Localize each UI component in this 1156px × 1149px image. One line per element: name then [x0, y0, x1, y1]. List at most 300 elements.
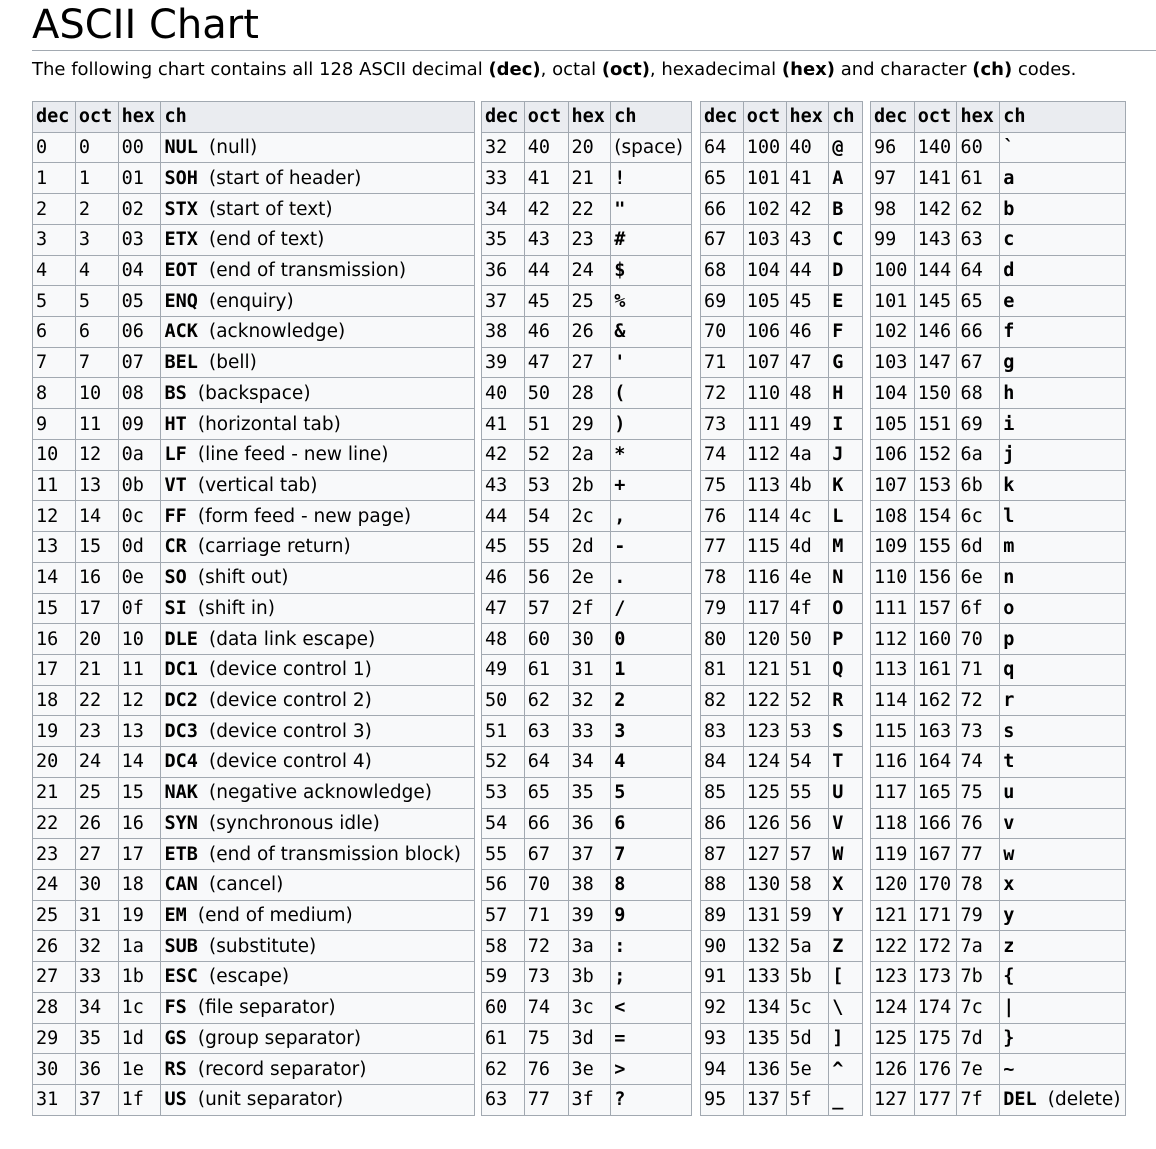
dec-cell: 56 [482, 869, 525, 900]
oct-cell: 0 [75, 132, 118, 163]
dec-cell: 0 [33, 132, 76, 163]
table-row [482, 409, 692, 440]
dec-cell: 68 [701, 255, 744, 286]
dec-cell: 30 [33, 1054, 76, 1085]
hex-cell: 6e [957, 562, 1000, 593]
table-row [871, 1054, 1126, 1085]
oct-cell: 124 [743, 747, 786, 778]
dec-cell: 112 [871, 624, 915, 655]
dec-cell: 33 [482, 163, 525, 194]
char-description: (horizontal tab) [197, 413, 341, 435]
dec-cell: 59 [482, 962, 525, 993]
hex-cell: 6a [957, 439, 1000, 470]
oct-cell: 47 [524, 347, 568, 378]
oct-cell: 160 [914, 624, 957, 655]
oct-cell: 167 [914, 839, 957, 870]
ch-cell [611, 747, 692, 778]
dec-cell: 121 [871, 900, 915, 931]
ch-cell [1000, 317, 1126, 348]
char-code: U [832, 782, 844, 804]
ch-cell [161, 992, 475, 1023]
char-code: m [1003, 536, 1015, 558]
hex-cell: 5b [786, 962, 829, 993]
char-code: q [1003, 659, 1015, 681]
hex-cell: 73 [957, 716, 1000, 747]
oct-cell: 57 [524, 593, 568, 624]
oct-cell: 165 [914, 777, 957, 808]
dec-cell: 102 [871, 317, 915, 348]
dec-cell: 126 [871, 1054, 915, 1085]
oct-cell: 173 [914, 962, 957, 993]
table-row [482, 992, 692, 1023]
ch-cell [611, 992, 692, 1023]
char-code: W [832, 843, 844, 865]
table-row [33, 255, 475, 286]
ch-cell [829, 255, 863, 286]
char-code: US [164, 1089, 187, 1111]
hex-cell: 2d [568, 532, 611, 563]
oct-cell: 77 [524, 1085, 568, 1116]
table-row [33, 747, 475, 778]
ch-cell [1000, 532, 1126, 563]
dec-cell: 61 [482, 1023, 525, 1054]
table-row [33, 1054, 475, 1085]
dec-cell: 5 [33, 286, 76, 317]
ch-cell [829, 808, 863, 839]
oct-cell: 106 [743, 317, 786, 348]
table-row [701, 501, 863, 532]
table-row [33, 224, 475, 255]
hex-cell: 79 [957, 900, 1000, 931]
table-row [33, 716, 475, 747]
hex-cell: 4b [786, 470, 829, 501]
char-code: } [1003, 1027, 1015, 1049]
hex-cell: 12 [118, 685, 161, 716]
dec-cell: 74 [701, 439, 744, 470]
hex-cell: 7c [957, 992, 1000, 1023]
ch-cell [611, 194, 692, 225]
table-row [871, 562, 1126, 593]
hex-cell: 42 [786, 194, 829, 225]
ch-cell [1000, 962, 1126, 993]
table-row [33, 194, 475, 225]
char-code: r [1003, 690, 1015, 712]
dec-cell: 43 [482, 470, 525, 501]
char-code: f [1003, 321, 1015, 343]
hex-cell: 43 [786, 224, 829, 255]
oct-cell: 23 [75, 716, 118, 747]
dec-cell: 88 [701, 869, 744, 900]
ch-cell [829, 839, 863, 870]
ch-cell [161, 931, 475, 962]
hex-cell: 3c [568, 992, 611, 1023]
char-description: (form feed - new page) [197, 505, 412, 527]
dec-cell: 29 [33, 1023, 76, 1054]
ch-cell [611, 654, 692, 685]
table-row [482, 286, 692, 317]
oct-cell: 70 [524, 869, 568, 900]
dec-cell: 12 [33, 501, 76, 532]
hex-cell: 39 [568, 900, 611, 931]
ch-cell [611, 347, 692, 378]
oct-cell: 30 [75, 869, 118, 900]
hex-cell: 48 [786, 378, 829, 409]
hex-cell: 44 [786, 255, 829, 286]
table-row [33, 1085, 475, 1116]
intro-text-1: The following chart contains all 128 ASCII decimal [32, 59, 489, 80]
char-code: EM [164, 905, 187, 927]
oct-cell: 105 [743, 286, 786, 317]
hex-cell: 2b [568, 470, 611, 501]
hex-cell: 23 [568, 224, 611, 255]
ch-cell [611, 1085, 692, 1116]
dec-cell: 38 [482, 317, 525, 348]
hex-cell: 1c [118, 992, 161, 1023]
dec-cell: 10 [33, 439, 76, 470]
hex-cell: 63 [957, 224, 1000, 255]
hex-cell: 7f [957, 1085, 1000, 1116]
ch-cell [829, 1023, 863, 1054]
char-code: % [614, 290, 626, 312]
dec-cell: 54 [482, 808, 525, 839]
char-code: t [1003, 751, 1015, 773]
char-description: (synchronous idle) [209, 812, 380, 834]
char-code: GS [164, 1027, 187, 1049]
dec-cell: 24 [33, 869, 76, 900]
table-row [482, 685, 692, 716]
char-description: (device control 1) [209, 659, 372, 681]
table-row [33, 286, 475, 317]
char-code: Y [832, 905, 844, 927]
oct-cell: 61 [524, 654, 568, 685]
dec-cell: 35 [482, 224, 525, 255]
page-title: ASCII Chart [32, 2, 259, 48]
ch-cell [1000, 869, 1126, 900]
ch-cell [161, 347, 475, 378]
oct-cell: 103 [743, 224, 786, 255]
dec-cell: 72 [701, 378, 744, 409]
oct-cell: 65 [524, 777, 568, 808]
char-code: S [832, 720, 844, 742]
char-code: 8 [614, 874, 626, 896]
table-row [33, 624, 475, 655]
oct-cell: 62 [524, 685, 568, 716]
dec-cell: 107 [871, 470, 915, 501]
hex-cell: 7d [957, 1023, 1000, 1054]
oct-cell: 53 [524, 470, 568, 501]
table-row [701, 685, 863, 716]
oct-cell: 67 [524, 839, 568, 870]
dec-cell: 70 [701, 317, 744, 348]
intro-text-5: codes. [1012, 59, 1077, 80]
hex-cell: 4f [786, 593, 829, 624]
header-dec: dec [701, 102, 744, 133]
ch-cell [611, 562, 692, 593]
oct-cell: 127 [743, 839, 786, 870]
ch-cell [611, 1023, 692, 1054]
hex-cell: 58 [786, 869, 829, 900]
table-row [871, 347, 1126, 378]
dec-cell: 94 [701, 1054, 744, 1085]
char-code: " [614, 198, 626, 220]
oct-cell: 176 [914, 1054, 957, 1085]
char-code: v [1003, 812, 1015, 834]
dec-cell: 110 [871, 562, 915, 593]
hex-cell: 08 [118, 378, 161, 409]
dec-cell: 37 [482, 286, 525, 317]
hex-cell: 1d [118, 1023, 161, 1054]
table-row [871, 255, 1126, 286]
ch-cell [829, 869, 863, 900]
char-description: (start of header) [209, 167, 362, 189]
dec-cell: 32 [482, 132, 525, 163]
hex-cell: 33 [568, 716, 611, 747]
char-description: (unit separator) [197, 1089, 344, 1111]
char-code: HT [164, 413, 187, 435]
header-oct: oct [75, 102, 118, 133]
ch-cell [161, 624, 475, 655]
intro-text-4: and character [835, 59, 973, 80]
ch-cell [611, 532, 692, 563]
char-code: L [832, 505, 844, 527]
dec-cell: 8 [33, 378, 76, 409]
char-description: (group separator) [197, 1027, 362, 1049]
dec-cell: 115 [871, 716, 915, 747]
dec-cell: 116 [871, 747, 915, 778]
hex-cell: 04 [118, 255, 161, 286]
dec-cell: 122 [871, 931, 915, 962]
dec-cell: 73 [701, 409, 744, 440]
char-description: (cancel) [209, 874, 284, 896]
dec-cell: 39 [482, 347, 525, 378]
char-code: ACK [164, 321, 198, 343]
hex-cell: 21 [568, 163, 611, 194]
oct-cell: 174 [914, 992, 957, 1023]
oct-cell: 17 [75, 593, 118, 624]
hex-cell: 1a [118, 931, 161, 962]
char-code: SI [164, 597, 187, 619]
table-row [33, 992, 475, 1023]
char-description: (end of transmission block) [209, 843, 462, 865]
ch-cell [161, 470, 475, 501]
table-row [701, 255, 863, 286]
table-row [701, 378, 863, 409]
char-code: NUL [164, 137, 198, 159]
hex-cell: 25 [568, 286, 611, 317]
table-row [701, 224, 863, 255]
header-hex: hex [957, 102, 1000, 133]
oct-cell: 140 [914, 132, 957, 163]
char-code: h [1003, 382, 1015, 404]
dec-cell: 83 [701, 716, 744, 747]
ch-cell [829, 132, 863, 163]
ch-cell [161, 132, 475, 163]
char-code: i [1003, 413, 1015, 435]
ascii-table-2 [481, 101, 692, 1116]
table-row [871, 501, 1126, 532]
char-description: (data link escape) [209, 628, 376, 650]
ch-cell [829, 747, 863, 778]
char-code: - [614, 536, 626, 558]
dec-cell: 96 [871, 132, 915, 163]
ch-cell [829, 900, 863, 931]
table-row [701, 593, 863, 624]
ch-cell [1000, 194, 1126, 225]
intro-oct: (oct) [601, 59, 650, 80]
hex-cell: 67 [957, 347, 1000, 378]
hex-cell: 0c [118, 501, 161, 532]
ch-cell [1000, 685, 1126, 716]
dec-cell: 117 [871, 777, 915, 808]
char-code: A [832, 167, 844, 189]
table-row [33, 562, 475, 593]
char-code: k [1003, 474, 1015, 496]
char-description: (end of medium) [197, 905, 353, 927]
oct-cell: 55 [524, 532, 568, 563]
char-code: ENQ [164, 290, 198, 312]
char-code: N [832, 567, 844, 589]
hex-cell: 18 [118, 869, 161, 900]
header-ch: ch [611, 102, 692, 133]
hex-cell: 50 [786, 624, 829, 655]
dec-cell: 34 [482, 194, 525, 225]
ch-cell [829, 685, 863, 716]
ch-cell [1000, 409, 1126, 440]
char-code: O [832, 597, 844, 619]
hex-cell: 60 [957, 132, 1000, 163]
header-dec: dec [871, 102, 915, 133]
oct-cell: 14 [75, 501, 118, 532]
dec-cell: 13 [33, 532, 76, 563]
ch-cell [161, 962, 475, 993]
dec-cell: 63 [482, 1085, 525, 1116]
table-row [33, 163, 475, 194]
ch-cell [1000, 839, 1126, 870]
char-code: ~ [1003, 1058, 1015, 1080]
char-code: ^ [832, 1058, 844, 1080]
ch-cell [829, 439, 863, 470]
hex-cell: 4c [786, 501, 829, 532]
table-row [871, 317, 1126, 348]
table-row [482, 224, 692, 255]
hex-cell: 5f [786, 1085, 829, 1116]
ch-cell [611, 378, 692, 409]
ch-cell [1000, 900, 1126, 931]
table-row [701, 716, 863, 747]
table-row [482, 716, 692, 747]
char-code: CAN [164, 874, 198, 896]
char-code: NAK [164, 782, 198, 804]
oct-cell: 135 [743, 1023, 786, 1054]
hex-cell: 6b [957, 470, 1000, 501]
ch-cell [161, 194, 475, 225]
char-code: l [1003, 505, 1015, 527]
oct-cell: 141 [914, 163, 957, 194]
table-row [482, 931, 692, 962]
oct-cell: 45 [524, 286, 568, 317]
table-row [482, 194, 692, 225]
hex-cell: 05 [118, 286, 161, 317]
char-code: STX [164, 198, 198, 220]
char-code: \ [832, 997, 844, 1019]
table-row [33, 777, 475, 808]
char-code: 3 [614, 720, 626, 742]
dec-cell: 16 [33, 624, 76, 655]
oct-cell: 152 [914, 439, 957, 470]
char-description: (end of text) [209, 229, 325, 251]
table-row [701, 470, 863, 501]
ch-cell [161, 716, 475, 747]
dec-cell: 19 [33, 716, 76, 747]
ch-cell [161, 593, 475, 624]
char-code: 9 [614, 905, 626, 927]
ch-cell [1000, 654, 1126, 685]
char-code: d [1003, 259, 1015, 281]
hex-cell: 28 [568, 378, 611, 409]
char-code: o [1003, 597, 1015, 619]
oct-cell: 117 [743, 593, 786, 624]
table-row [33, 931, 475, 962]
hex-cell: 51 [786, 654, 829, 685]
ch-cell [829, 654, 863, 685]
oct-cell: 24 [75, 747, 118, 778]
char-code: SOH [164, 167, 198, 189]
hex-cell: 0a [118, 439, 161, 470]
ch-cell [161, 777, 475, 808]
ch-cell [611, 224, 692, 255]
dec-cell: 123 [871, 962, 915, 993]
hex-cell: 68 [957, 378, 1000, 409]
ch-cell [829, 378, 863, 409]
oct-cell: 42 [524, 194, 568, 225]
ch-cell [829, 992, 863, 1023]
header-ch: ch [829, 102, 863, 133]
table-row [33, 409, 475, 440]
oct-cell: 166 [914, 808, 957, 839]
oct-cell: 75 [524, 1023, 568, 1054]
dec-cell: 50 [482, 685, 525, 716]
table-row [701, 194, 863, 225]
ch-cell [1000, 716, 1126, 747]
table-row [701, 163, 863, 194]
table-row [871, 747, 1126, 778]
hex-cell: 59 [786, 900, 829, 931]
char-code: , [614, 505, 626, 527]
dec-cell: 78 [701, 562, 744, 593]
oct-cell: 54 [524, 501, 568, 532]
char-code: w [1003, 843, 1015, 865]
oct-cell: 26 [75, 808, 118, 839]
char-code: < [614, 997, 626, 1019]
ch-cell [829, 624, 863, 655]
char-code: e [1003, 290, 1015, 312]
ch-cell [611, 869, 692, 900]
ch-cell [1000, 931, 1126, 962]
hex-cell: 37 [568, 839, 611, 870]
hex-cell: 27 [568, 347, 611, 378]
char-description: (carriage return) [197, 536, 351, 558]
oct-cell: 41 [524, 163, 568, 194]
ch-cell [829, 470, 863, 501]
hex-cell: 3b [568, 962, 611, 993]
oct-cell: 74 [524, 992, 568, 1023]
dec-cell: 120 [871, 869, 915, 900]
oct-cell: 147 [914, 347, 957, 378]
table-row [482, 839, 692, 870]
intro-dec: (dec) [488, 59, 541, 80]
dec-cell: 113 [871, 654, 915, 685]
oct-cell: 1 [75, 163, 118, 194]
